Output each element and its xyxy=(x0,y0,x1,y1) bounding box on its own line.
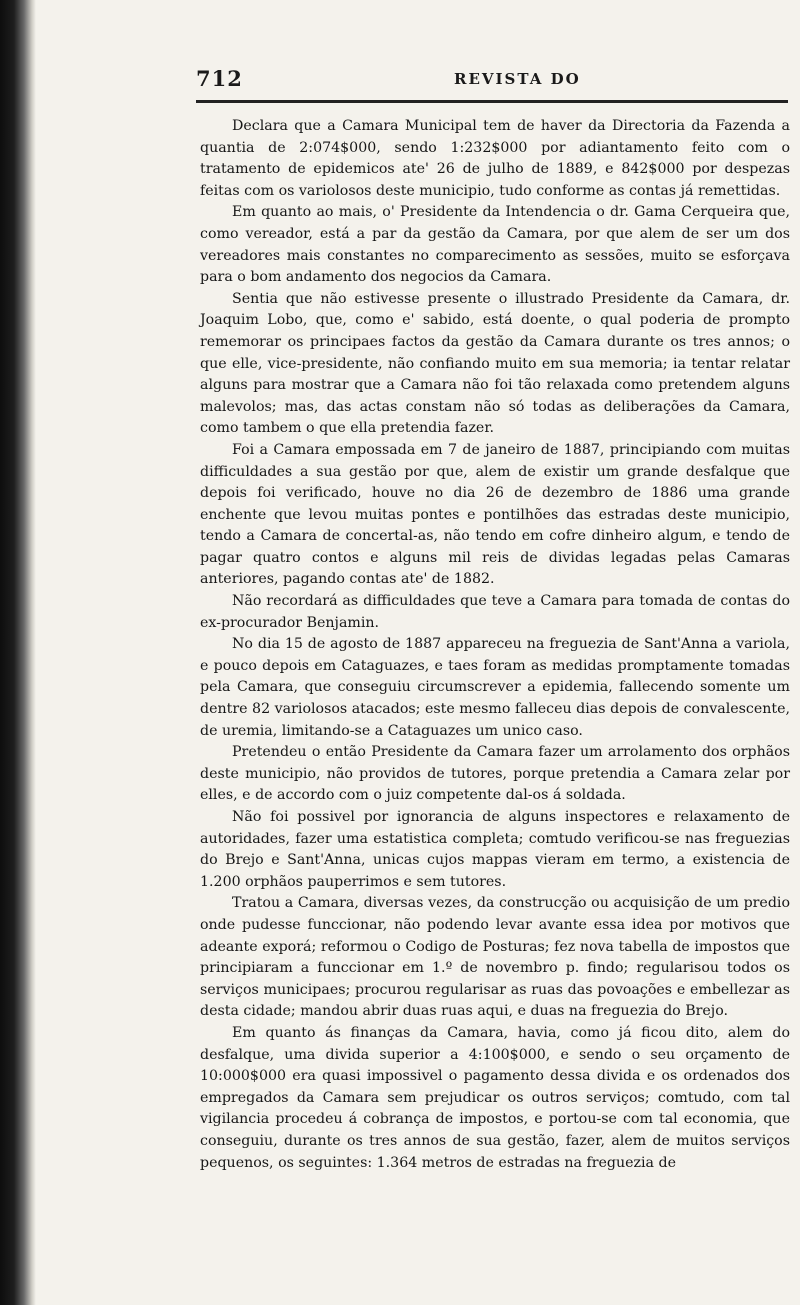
paragraph-predio-posturas: Tratou a Camara, diversas vezes, da construcção ou acquisição de um predio onde pudesse funccionar, não podendo levar avante essa idea por motivos que adeante exporá; reformou o Codigo de Posturas; fez nova tabella de impostos que principiaram a funccionar em 1.º de novembro p. findo; regularisou todos os serviços municipaes; procurou regularisar as ruas das povoações e embellezar as desta cidade; mandou abrir duas ruas aqui, e duas na freguezia do Brejo. xyxy=(200,895,790,1020)
paragraph-financas: Em quanto ás finanças da Camara, havia, como já ficou dito, alem do desfalque, uma divida superior a 4:100$000, e sendo o seu orçamento de 10:000$000 era quasi impossivel o pagamento dessa divida e os ordenados dos empregados da Camara sem prejudicar os outros serviços; comtudo, com tal vigilancia procedeu á cobrança de impostos, e portou-se com tal economia, que conseguiu, durante os tres annos de sua gestão, fazer, alem de muitos serviços pequenos, os seguintes: 1.364 metros de estradas na freguezia de xyxy=(200,1024,790,1171)
page-number: 712 xyxy=(196,66,243,91)
paragraph-directoria-fazenda: Declara que a Camara Municipal tem de haver da Directoria da Fazenda a quantia de 2:074$000, sendo 1:232$000 por adiantamento feito com o tratamento de epidemicos ate' 26 de julho de 1889, e 842$000 por despezas feitas com os variolosos deste municipio, tudo conforme as contas já remettidas. xyxy=(200,118,790,199)
paragraph-orphaos: Pretendeu o então Presidente da Camara fazer um arrolamento dos orphãos deste municipio, não providos de tutores, porque pretendia a Camara zelar por elles, e de accordo com o juiz competente dal-os á soldada. xyxy=(200,744,790,804)
paragraph-estatistica: Não foi possivel por ignorancia de alguns inspectores e relaxamento de autoridades, fazer uma estatistica completa; comtudo verificou-se nas freguezias do Brejo e Sant'Anna, unicas cujos mappas vieram em termo, a existencia de 1.200 orphãos pauperrimos e sem tutores. xyxy=(200,809,790,890)
running-title: REVISTA DO xyxy=(454,70,581,88)
paragraph-ex-procurador: Não recordará as difficuldades que teve a Camara para tomada de contas do ex-procurador Benjamin. xyxy=(200,593,790,631)
body-text xyxy=(200,116,790,1174)
paragraph-gama-cerqueira: Em quanto ao mais, o' Presidente da Intendencia o dr. Gama Cerqueira que, como vereador, está a par da gestão da Camara, por que alem de ser um dos vereadores mais constantes no comparecimento as sessões, muito se esforçava para o bom andamento dos negocios da Camara. xyxy=(200,204,790,286)
book-binding-edge xyxy=(0,0,36,1305)
paragraph-joaquim-lobo: Sentia que não estivesse presente o illustrado Presidente da Camara, dr. Joaquim Lobo, que, como e' sabido, está doente, o qual poderia de prompto rememorar os principaes factos da gestão da Camara durante os tres annos; o que elle, vice-presidente, não confiando muito em sua memoria; ia tentar relatar alguns para mostrar que a Camara não foi tão relaxada como pretendem alguns malevolos; mas, das actas constam não só todas as deliberações da Camara, como tambem o que ella pretendia fazer. xyxy=(200,290,790,437)
header-rule xyxy=(196,100,788,103)
paragraph-variola: No dia 15 de agosto de 1887 appareceu na freguezia de Sant'Anna a variola, e pouco depois em Cataguazes, e taes foram as medidas promptamente tomadas pela Camara, que conseguiu circumscrever a epidemia, fallecendo somente um dentre 82 variolosos atacados; este mesmo falleceu dias depois de convalescente, de uremia, limitando-se a Cataguazes um unico caso. xyxy=(200,636,790,739)
paragraph-empossada-1887: Foi a Camara empossada em 7 de janeiro de 1887, principiando com muitas difficuldades a sua gestão por que, alem de existir um grande desfalque que depois foi verificado, houve no dia 26 de dezembro de 1886 uma grande enchente que levou muitas pontes e pontilhões das estradas deste municipio, tendo a Camara de concertal-as, não tendo em cofre dinheiro algum, e tendo de pagar quatro contos e alguns mil reis de dividas legadas pelas Camaras anteriores, pagando contas ate' de 1882. xyxy=(200,441,790,588)
page-header xyxy=(196,66,790,90)
